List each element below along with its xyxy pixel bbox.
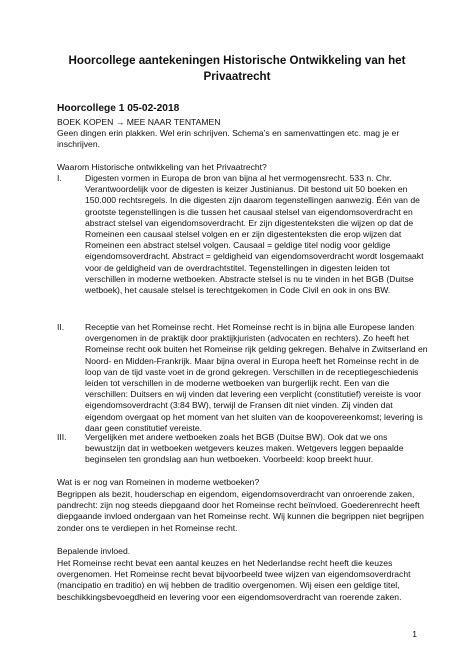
paragraph: Begrippen als bezit, houderschap en eigendom, eigendomsoverdracht van onroerende zaken, pandrecht: zijn nog steeds diepgaand door het Romeinse recht beïnvloed. Goederenrecht heeft diepgaande invloed ondergaan van het Romeinse recht. Wij kunnen die begrippen niet begrijpen zonder ons te verdiepen in het Romeinse recht. [57,489,424,533]
list-item-number: III. [57,432,67,442]
list-item-text: Digesten vormen in Europa de bron van bijna al het vermogensrecht. 533 n. Chr. Verantwoordelijk voor de digesten is keizer Justinianus. Dit bestond uit 50 boeken en 150.000 rechtsregels. In die digesten zijn daarom tegenstellingen aanwezig. Één van de grootste tegenstellingen is die tussen het causaal stelsel van eigendomsoverdracht en abstract stelsel van eigendomsoverdracht. Er zijn digestenteksten die wijzen op dat de Romeinen een causaal stelsel volgen en er zijn digestenteksten die erop wijzen dat Romeinen een abstract stelsel volgen. Causaal = geldige titel nodig voor geldige eigendomsoverdracht. Abstract = geldigheid van eigendomsoverdracht wordt losgemaakt voor de geldigheid van de overdrachtstitel. Tegenstellingen in digesten leiden tot verschillen in moderne wetboeken. Abstracte stelsel is nu te vinden in het BGB (Duitse wetboek), het causale stelsel is terechtgekomen in Code Civil en ook in ons BW. [85,173,424,296]
question-heading-2: Wat is er nog van Romeinen in moderne wetboeken? [57,477,260,487]
list-item-number: II. [57,322,65,332]
lecture-heading: Hoorcollege 1 05-02-2018 [57,103,180,114]
list-item-text: Vergelijken met andere wetboeken zoals het BGB (Duitse BW). Ook dat we ons bewustzijn dat in wetboeken wetgevers keuzes maken. Wetgevers leggen bepaalde beginselen ten grondslag aan hun wetboeken. Voorbeeld: koop breekt huur. [85,432,404,465]
section-heading: Bepalende invloed. [57,546,131,556]
list-item-number: I. [57,173,62,183]
document-title: Hoorcollege aantekeningen Historische Ontwikkeling van het Privaatrecht [68,54,406,83]
question-heading-1: Waarom Historische ontwikkeling van het Privaatrecht? [57,162,267,172]
intro-line-2: Geen dingen erin plakken. Wel erin schrijven. Schema’s en samenvattingen etc. mag je er inschrijven. [57,128,400,150]
list-item-text: Receptie van het Romeinse recht. Het Romeinse recht is in bijna alle Europese landen overgenomen in de praktijk door praktijkjuristen (advocaten en rechters). Zo heeft het Romeinse recht ook buiten het Romeinse rijk gelding gekregen. Behalve in Zwitserland en Noord- en Midden-Frankrijk. Maar bijna overal in Europa heeft het Romeinse recht in de loop van de tijd vaste voet in de grond gekregen. Verschillen in de receptiegeschiedenis leiden tot verschillen in de moderne wetboeken van burgerlijk recht. Een van die verschillen: Duitsers en wij vinden dat levering een verplicht (constitutief) vereiste is voor eigendomsoverdracht (3:84 BW), terwijl de Fransen dit niet vinden. Zij vinden dat eigendom overgaat op het moment van het sluiten van de koopovereenkomst; levering is daar geen constitutief vereiste. [85,322,428,433]
paragraph: Het Romeinse recht bevat een aantal keuzes en het Nederlandse recht heeft die keuzes overgenomen. Het Romeinse recht bevat bijvoorbeeld twee wijzen van eigendomsoverdracht (mancipatio en traditio) en wij hebben de traditio overgenomen. Wij eisen een geldige titel, beschikkingsbevoegdheid en levering voor een eigendomsoverdracht van roerende zaken. [57,558,411,602]
intro-line-1: BOEK KOPEN → MEE NAAR TENTAMEN [57,117,221,127]
page-number: 1 [412,629,417,639]
